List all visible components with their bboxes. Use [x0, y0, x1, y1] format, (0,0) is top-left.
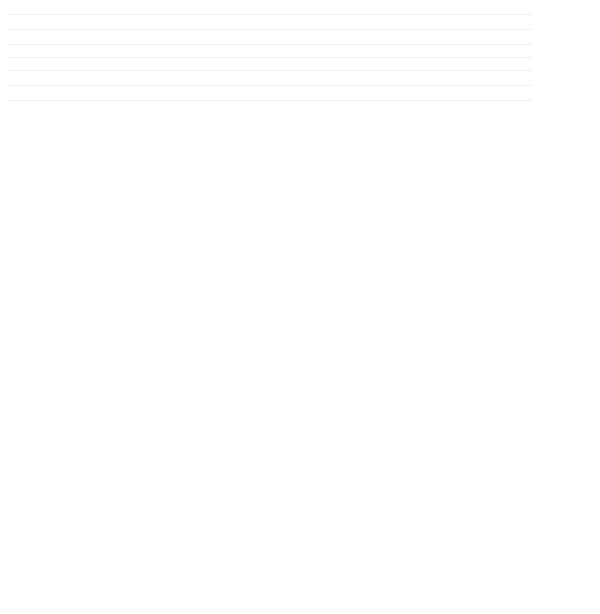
- table-header-row: [8, 45, 532, 58]
- ingredient-daily-value: [357, 58, 532, 71]
- serving-size-text: [8, 15, 532, 30]
- table-row: [8, 58, 532, 71]
- supplement-facts-table: [8, 14, 532, 101]
- table-row-serving-size: [8, 15, 532, 30]
- ingredient-amount: [183, 58, 358, 71]
- table-row-footnote-double-star: [8, 71, 532, 86]
- ingredient-name: [8, 58, 183, 71]
- column-header-name: [8, 45, 183, 58]
- supplement-facts-page: [0, 14, 600, 614]
- column-header-amount-per-serving: [183, 45, 358, 58]
- servings-per-container-text: [8, 30, 532, 45]
- footnote-single-star-text: [8, 86, 532, 101]
- supplement-facts-table-body: [8, 15, 532, 101]
- table-row-footnote-single-star: [8, 86, 532, 101]
- column-header-daily-value: [357, 45, 532, 58]
- footnote-double-star-text: [8, 71, 532, 86]
- table-row-servings-per-container: [8, 30, 532, 45]
